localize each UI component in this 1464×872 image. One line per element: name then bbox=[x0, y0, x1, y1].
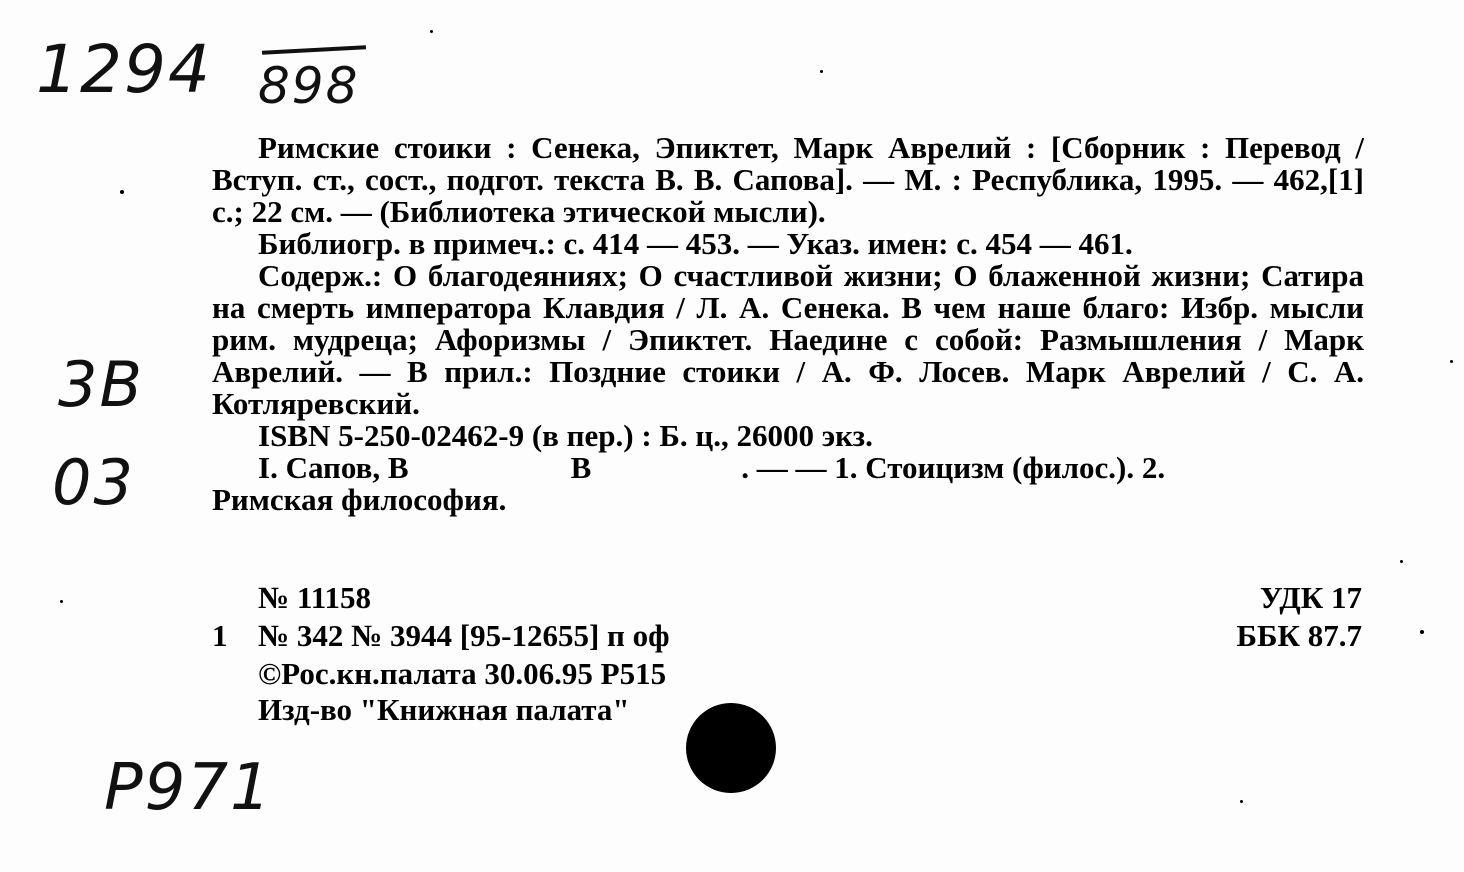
bibliographic-entry bbox=[212, 132, 1364, 516]
entry-subjects bbox=[212, 452, 1364, 484]
subjects-author: I. Сапов, В bbox=[258, 450, 409, 485]
noise-speck bbox=[1240, 800, 1243, 803]
entry-heading: Римские стоики : Сенека, Эпиктет, Марк Аврелий : [Сборник : Перевод / Вступ. ст., сост., подгот. текста В. В. Сапова]. — М. : Республика, 1995. — 462,[1] с.; 22 см. — (Библиотека этической мысли). bbox=[212, 130, 1364, 229]
handwritten-code: 898 bbox=[258, 57, 360, 115]
noise-speck bbox=[1450, 360, 1453, 363]
noise-speck bbox=[430, 30, 433, 33]
noise-speck bbox=[1400, 560, 1403, 563]
publisher-line: Изд-во "Книжная палата" bbox=[258, 692, 630, 727]
copy-mark: 1 bbox=[212, 618, 228, 653]
subjects-initial: В bbox=[570, 450, 592, 485]
handwritten-shelf-mark-2: 03 bbox=[52, 446, 135, 519]
entry-isbn: ISBN 5-250-02462-9 (в пер.) : Б. ц., 26000 экз. bbox=[258, 418, 873, 453]
entry-subjects-continued: Римская философия. bbox=[212, 482, 507, 517]
noise-speck bbox=[60, 600, 63, 603]
entry-contents: Содерж.: О благодеяниях; О счастливой жизни; О блаженной жизни; Сатира на смерть императора Клавдия / Л. А. Сенека. В чем наше благо: Избр. мысли рим. мудреца; Афоризмы / Эпиктет. Наедине с собой: Размышления / Марк Аврелий. — В прил.: Поздние стоики / А. Ф. Лосев. Марк Аврелий / С. А. Котляревский. bbox=[212, 258, 1364, 421]
udk-code: УДК 17 bbox=[1259, 580, 1362, 615]
noise-speck bbox=[1420, 630, 1424, 634]
handwritten-shelf-mark: 3В bbox=[58, 348, 144, 421]
card-number: № 11158 bbox=[258, 580, 371, 615]
order-line: № 342 № 3944 [95-12655] п оф bbox=[258, 618, 670, 653]
entry-bibliography: Библиогр. в примеч.: с. 414 — 453. — Указ. имен: с. 454 — 461. bbox=[258, 226, 1133, 261]
subjects-headings: . — — 1. Стоицизм (филос.). 2. bbox=[741, 450, 1166, 485]
handwritten-overline bbox=[262, 45, 366, 54]
handwritten-number: 1294 bbox=[36, 31, 212, 108]
punch-hole bbox=[686, 703, 776, 793]
copyright-line: ©Рос.кн.палата 30.06.95 Р515 bbox=[258, 656, 667, 691]
handwritten-code-bottom: Р971 bbox=[104, 751, 273, 825]
noise-speck bbox=[120, 190, 124, 194]
bbk-code: ББК 87.7 bbox=[1236, 618, 1362, 653]
noise-speck bbox=[820, 70, 823, 73]
